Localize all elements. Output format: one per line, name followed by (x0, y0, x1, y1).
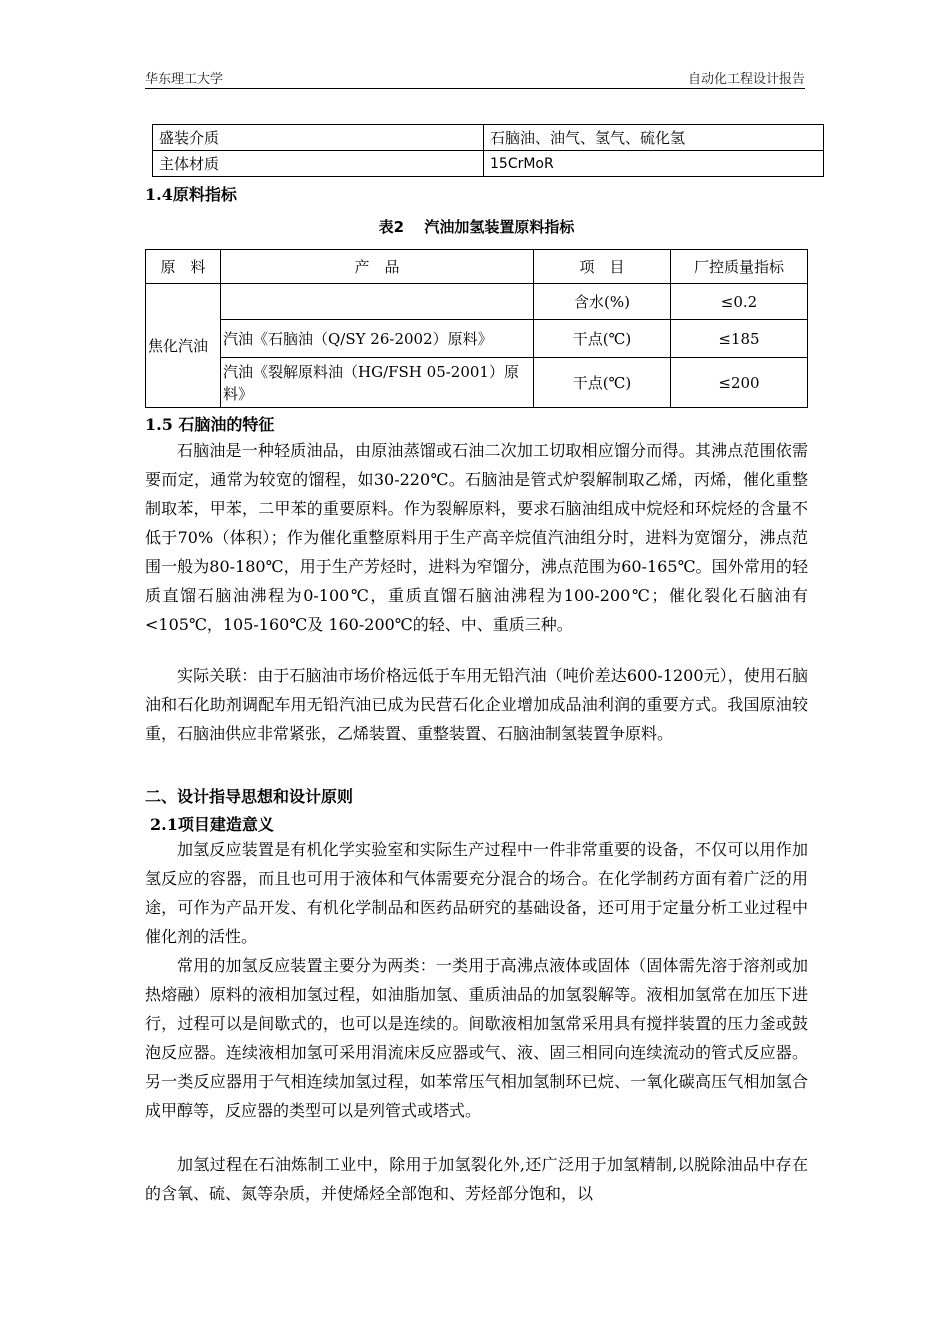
product-cell: 汽油《裂解原料油（HG/FSH 05-2001）原料》 (221, 358, 534, 408)
table-row (146, 358, 808, 408)
paragraph-reactor-types: 常用的加氢反应装置主要分为两类：一类用于高沸点液体或固体（固体需先溶于溶剂或加热熔融）原料的液相加氢过程，如油脂加氢、重质油品的加氢裂解等。液相加氢常在加压下进行，过程可以是间歇式的，也可以是连续的。间歇液相加氢常采用具有搅拌装置的压力釜或鼓泡反应器。连续液相加氢可采用涓流床反应器或气、液、固三相同向连续流动的管式反应器。另一类反应器用于气相连续加氢过程，如苯常压气相加氢制环已烷、一氧化碳高压气相加氢合成甲醇等，反应器的类型可以是列管式或塔式。 (145, 956, 808, 1120)
item-cell: 干点(℃) (534, 358, 671, 408)
header-cell: 原 料 (146, 250, 221, 284)
table-row (146, 320, 808, 358)
table-cell: 15CrMoR (484, 151, 824, 177)
page-header (145, 66, 805, 89)
section-heading-1-4: 1.4原料指标 (145, 185, 237, 204)
item-cell: 含水(%) (534, 284, 671, 320)
header-cell: 厂控质量指标 (671, 250, 808, 284)
section-heading-2: 二、设计指导思想和设计原则 (145, 787, 354, 806)
paragraph-naphtha-features: 石脑油是一种轻质油品，由原油蒸馏或石油二次加工切取相应馏分而得。其沸点范围依需要而定，通常为较宽的馏程，如30-220℃。石脑油是管式炉裂解制取乙烯，丙烯，催化重整制取苯，甲苯，二甲苯的重要原料。作为裂解原料，要求石脑油组成中烷烃和环烷烃的含量不低于70%（体积）；作为催化重整原料用于生产高辛烷值汽油组分时，进料为宽馏分，沸点范围一般为80-180℃，用于生产芳烃时，进料为窄馏分，沸点范围为60-165℃。国外常用的轻质直馏石脑油沸程为0-100℃，重质直馏石脑油沸程为100-200℃；催化裂化石脑油有<105℃，105-160℃及 160-200℃的轻、中、重质三种。 (145, 441, 808, 634)
value-cell: ≤0.2 (671, 284, 808, 320)
paragraph-practical-relation: 实际关联：由于石脑油市场价格远低于车用无铅汽油（吨价差达600-1200元），使用石脑油和石化助剂调配车用无铅汽油已成为民营石化企业增加成品油利润的重要方式。我国原油较重，石脑油供应非常紧张，乙烯装置、重整装置、石脑油制氢装置争原料。 (145, 666, 808, 743)
product-cell: 汽油《石脑油（Q/SY 26-2002）原料》 (221, 320, 534, 358)
table-caption: 表2 汽油加氢装置原料指标 (378, 218, 575, 236)
raw-material-table (145, 249, 808, 408)
table-cell: 盛装介质 (153, 125, 484, 151)
paragraph-refining: 加氢过程在石油炼制工业中，除用于加氢裂化外,还广泛用于加氢精制,以脱除油品中存在的含氧、硫、氮等杂质，并使烯烃全部饱和、芳烃部分饱和，以 (145, 1155, 808, 1203)
section-heading-1-5: 1.5 石脑油的特征 (145, 415, 275, 434)
header-university: 华东理工大学 (145, 72, 224, 87)
material-cell: 焦化汽油 (146, 284, 221, 408)
header-cell: 产 品 (221, 250, 534, 284)
value-cell: ≤200 (671, 358, 808, 408)
item-cell: 干点(℃) (534, 320, 671, 358)
table-cell: 石脑油、油气、氢气、硫化氢 (484, 125, 824, 151)
table-row (153, 125, 824, 151)
product-cell (221, 284, 534, 320)
table-header-row (146, 250, 808, 284)
section-heading-2-1: 2.1项目建造意义 (150, 815, 274, 834)
table-cell: 主体材质 (153, 151, 484, 177)
value-cell: ≤185 (671, 320, 808, 358)
header-cell: 项 目 (534, 250, 671, 284)
header-report-title: 自动化工程设计报告 (687, 72, 805, 87)
equipment-table (152, 124, 824, 177)
table-row (146, 284, 808, 320)
paragraph-significance: 加氢反应装置是有机化学实验室和实际生产过程中一件非常重要的设备，不仅可以用作加氢反应的容器，而且也可用于液体和气体需要充分混合的场合。在化学制药方面有着广泛的用途，可作为产品开发、有机化学制品和医药品研究的基础设备，还可用于定量分析工业过程中催化剂的活性。 (145, 840, 808, 946)
table-row (153, 151, 824, 177)
